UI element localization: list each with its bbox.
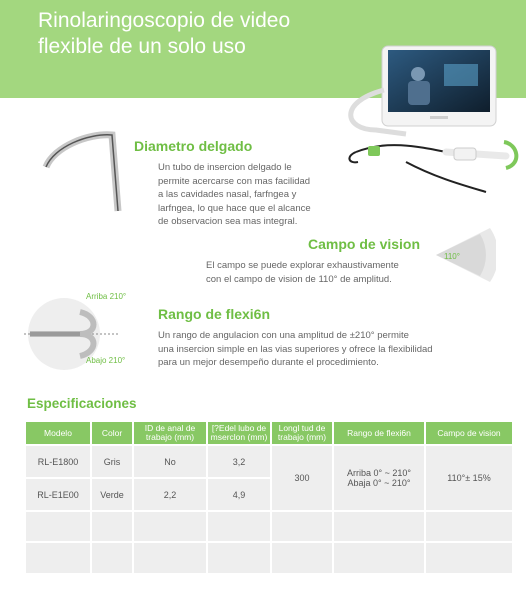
- text-line: una insercion simple en las vias superiores y ofrece la flexibilidad: [158, 343, 433, 355]
- text-line: a las cavidades nasal, farfngea y: [158, 189, 297, 200]
- flex-up-label: Arriba 210°: [86, 292, 127, 301]
- specs-table: [24, 420, 514, 575]
- page-title-line-2: flexible de un solo uso: [38, 35, 246, 58]
- flex-range-heading: Rango de flexi6n: [158, 306, 271, 322]
- field-of-view-angle-label: 110°: [444, 252, 460, 261]
- field-of-view-heading: Campo de vision: [308, 236, 421, 252]
- text-line: permite acercarse con mas facilidad: [158, 175, 311, 187]
- column-header: Color: [92, 422, 132, 444]
- specs-heading: Especificaciones: [27, 396, 137, 411]
- column-header: ID de anal de trabajo (mm): [134, 422, 206, 444]
- text-line: para un mejor desempeño durante el procedimiento.: [158, 357, 379, 368]
- flex-range-down: Abaja 0° ~ 210°: [347, 478, 411, 488]
- page-title-line-1: Rinolaringoscopio de video: [38, 9, 291, 32]
- column-header: Campo de vision: [426, 422, 512, 444]
- tube-diameter-cell: 3,2: [208, 446, 270, 477]
- flex-range-text: [158, 329, 458, 370]
- table-row-empty: [26, 543, 512, 573]
- text-line: de observacion sea mas integral.: [158, 216, 298, 227]
- text-line: El campo se puede explorar exhaustivamente: [206, 260, 399, 271]
- working-length-cell: 300: [272, 446, 332, 510]
- thin-diameter-heading: Diametro delgado: [134, 138, 253, 154]
- model-cell: RL-E1800: [26, 446, 90, 477]
- page-title: [38, 8, 338, 60]
- table-row: [26, 446, 512, 477]
- table-row-empty: [26, 512, 512, 541]
- thin-diameter-text: [158, 161, 338, 229]
- text-line: larfngea, lo que hace que el alcance: [158, 202, 311, 214]
- column-header: Rango de flexi6n: [334, 422, 424, 444]
- text-line: Un rango de angulacion con una amplitud de ±210° permite: [158, 330, 409, 341]
- channel-id-cell: 2,2: [134, 479, 206, 510]
- color-cell: Gris: [92, 446, 132, 477]
- field-of-view-cell: 110°± 15%: [426, 446, 512, 510]
- field-of-view-text: [206, 259, 421, 286]
- flex-down-label: Abajo 210°: [86, 356, 126, 365]
- text-line: con el campo de vision de 110° de amplitud.: [206, 273, 392, 285]
- text-line: Un tubo de insercion delgado le: [158, 162, 292, 173]
- thin-tube-icon: [38, 125, 130, 215]
- column-header: Longl tud de trabajo (mm): [272, 422, 332, 444]
- tube-diameter-cell: 4,9: [208, 479, 270, 510]
- endoscope-cable-image: [336, 82, 526, 194]
- flex-range-cell: [334, 446, 424, 510]
- model-cell: RL-E1E00: [26, 479, 90, 510]
- table-header-row: [26, 422, 512, 444]
- channel-id-cell: No: [134, 446, 206, 477]
- flex-range-up: Arriba 0° ~ 210°: [347, 468, 411, 478]
- color-cell: Verde: [92, 479, 132, 510]
- column-header: Modelo: [26, 422, 90, 444]
- field-of-view-icon: [430, 222, 496, 288]
- column-header: [?Edel lubo de mserclon (mm): [208, 422, 270, 444]
